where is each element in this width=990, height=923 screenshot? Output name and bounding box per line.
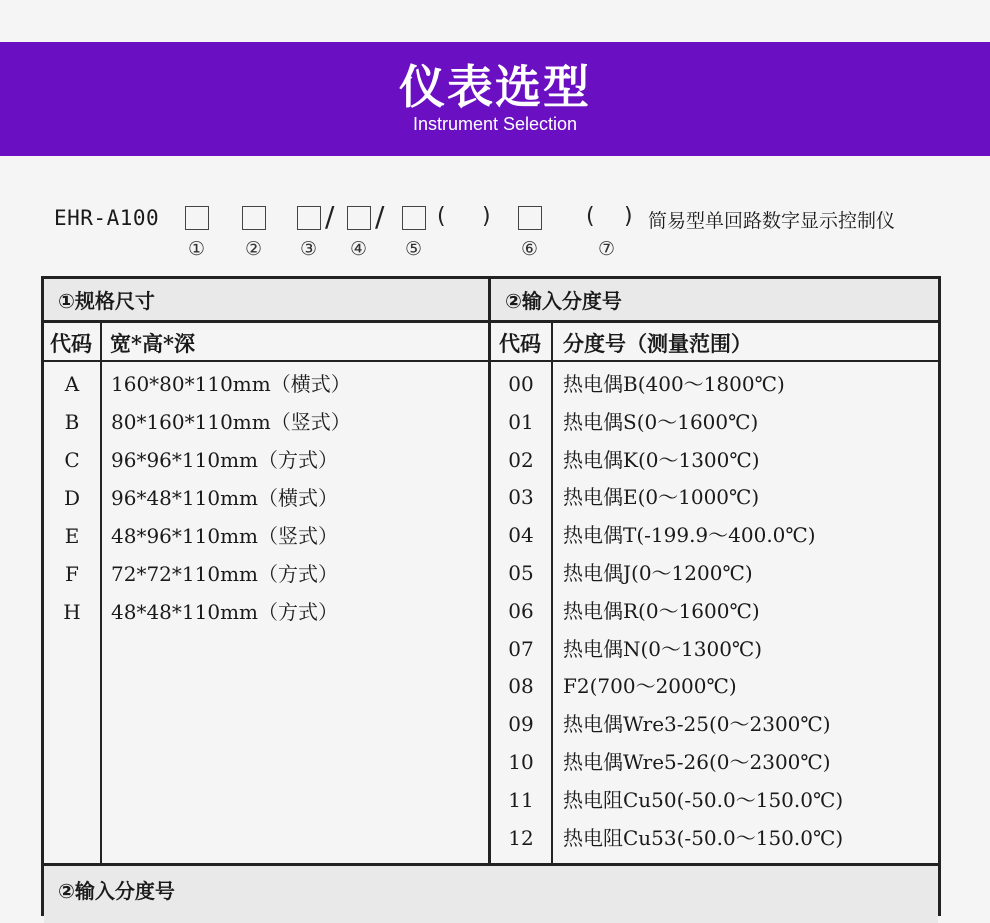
input-value-cell: 热电偶N(0～1300℃) — [563, 636, 763, 661]
size-label-header: 宽*高*深 — [110, 331, 195, 356]
input-code-cell: 12 — [508, 825, 534, 850]
input-value-cell: 热电阻Cu53(-50.0～150.0℃) — [563, 825, 844, 850]
position-number: ⑦ — [598, 238, 616, 260]
position-number: ⑥ — [521, 238, 539, 260]
input-value-cell: 热电偶Wre3-25(0～2300℃) — [563, 712, 831, 737]
footer-section-header: ②输入分度号 — [44, 863, 938, 923]
position-number: ③ — [300, 238, 318, 260]
input-value-cell: 热电偶Wre5-26(0～2300℃) — [563, 750, 831, 774]
slot-box-3 — [297, 206, 321, 230]
size-value-cell: 80*160*110mm（竖式） — [111, 410, 351, 434]
size-code-cell: D — [63, 486, 81, 510]
size-value-cell: 96*48*110mm（横式） — [111, 486, 339, 510]
slot-box-5 — [402, 206, 426, 230]
input-code-cell: 05 — [508, 561, 534, 585]
size-value-cell: 48*48*110mm（方式） — [111, 600, 339, 624]
input-code-cell: 01 — [508, 409, 534, 434]
slash-1: / — [325, 200, 335, 233]
input-code-cell: 00 — [508, 372, 534, 396]
slot-box-4 — [347, 206, 371, 230]
input-value-cell: 热电偶E(0～1000℃) — [563, 485, 760, 510]
input-value-cell: 热电偶R(0～1600℃) — [563, 598, 760, 623]
model-description: 简易型单回路数字显示控制仪 — [648, 210, 896, 232]
page-subtitle: Instrument Selection — [412, 114, 578, 134]
input-code-cell: 03 — [508, 485, 534, 510]
input-code-header: 代码 — [499, 331, 541, 356]
slot-box-2 — [242, 206, 266, 230]
size-code-header: 代码 — [50, 331, 92, 356]
position-number: ① — [188, 238, 206, 260]
size-value-cell: 48*96*110mm（竖式） — [111, 524, 339, 548]
page-title: 仪表选型 — [399, 60, 591, 114]
input-code-cell: 10 — [508, 750, 534, 774]
input-code-cell: 06 — [508, 598, 534, 623]
size-code-cell: E — [64, 524, 80, 548]
model-code-line — [54, 200, 954, 270]
input-value-cell: 热电阻Cu50(-50.0～150.0℃) — [563, 787, 844, 812]
size-code-cell: B — [64, 410, 80, 434]
input-section-header: ②输入分度号 — [491, 279, 938, 323]
size-value-cell: 72*72*110mm（方式） — [111, 562, 339, 586]
position-number: ⑤ — [405, 238, 423, 260]
input-value-cell: 热电偶J(0～1200℃) — [563, 561, 753, 585]
input-value-cell: 热电偶S(0～1600℃) — [563, 409, 759, 434]
size-code-cell: C — [64, 448, 80, 472]
slash-2: / — [375, 200, 385, 233]
slot-box-1 — [185, 206, 209, 230]
input-value-cell: 热电偶K(0～1300℃) — [563, 447, 760, 472]
size-code-cell: H — [63, 600, 81, 624]
size-code-cell: A — [64, 372, 80, 396]
size-section-header: ①规格尺寸 — [44, 279, 488, 323]
input-code-cell: 09 — [508, 712, 534, 737]
paren-open-2: ( — [586, 204, 595, 229]
input-code-cell: 02 — [508, 447, 534, 472]
input-code-cell: 07 — [508, 636, 534, 661]
paren-close-2: ) — [624, 204, 633, 229]
paren-close-1: ) — [482, 204, 491, 229]
input-value-cell: F2(700～2000℃) — [563, 674, 737, 699]
input-code-cell: 04 — [508, 523, 534, 548]
input-code-cell: 08 — [508, 674, 534, 699]
size-value-cell: 160*80*110mm（横式） — [111, 372, 351, 396]
size-value-cell: 96*96*110mm（方式） — [111, 448, 339, 472]
slot-box-6 — [518, 206, 542, 230]
size-column-headers — [44, 326, 488, 362]
title-banner — [0, 42, 990, 156]
position-number: ② — [245, 238, 263, 260]
input-code-divider — [551, 323, 553, 863]
size-code-cell: F — [65, 562, 79, 586]
input-value-cell: 热电偶T(-199.9～400.0℃) — [563, 523, 816, 548]
position-number: ④ — [350, 238, 368, 260]
size-code-divider — [100, 323, 102, 863]
selection-table — [41, 276, 941, 916]
input-value-cell: 热电偶B(400～1800℃) — [563, 372, 785, 396]
paren-open-1: ( — [437, 204, 446, 229]
input-label-header: 分度号（测量范围） — [563, 331, 752, 356]
input-code-cell: 11 — [508, 787, 534, 812]
input-column-headers — [491, 326, 938, 362]
model-prefix: EHR-A100 — [54, 206, 160, 230]
